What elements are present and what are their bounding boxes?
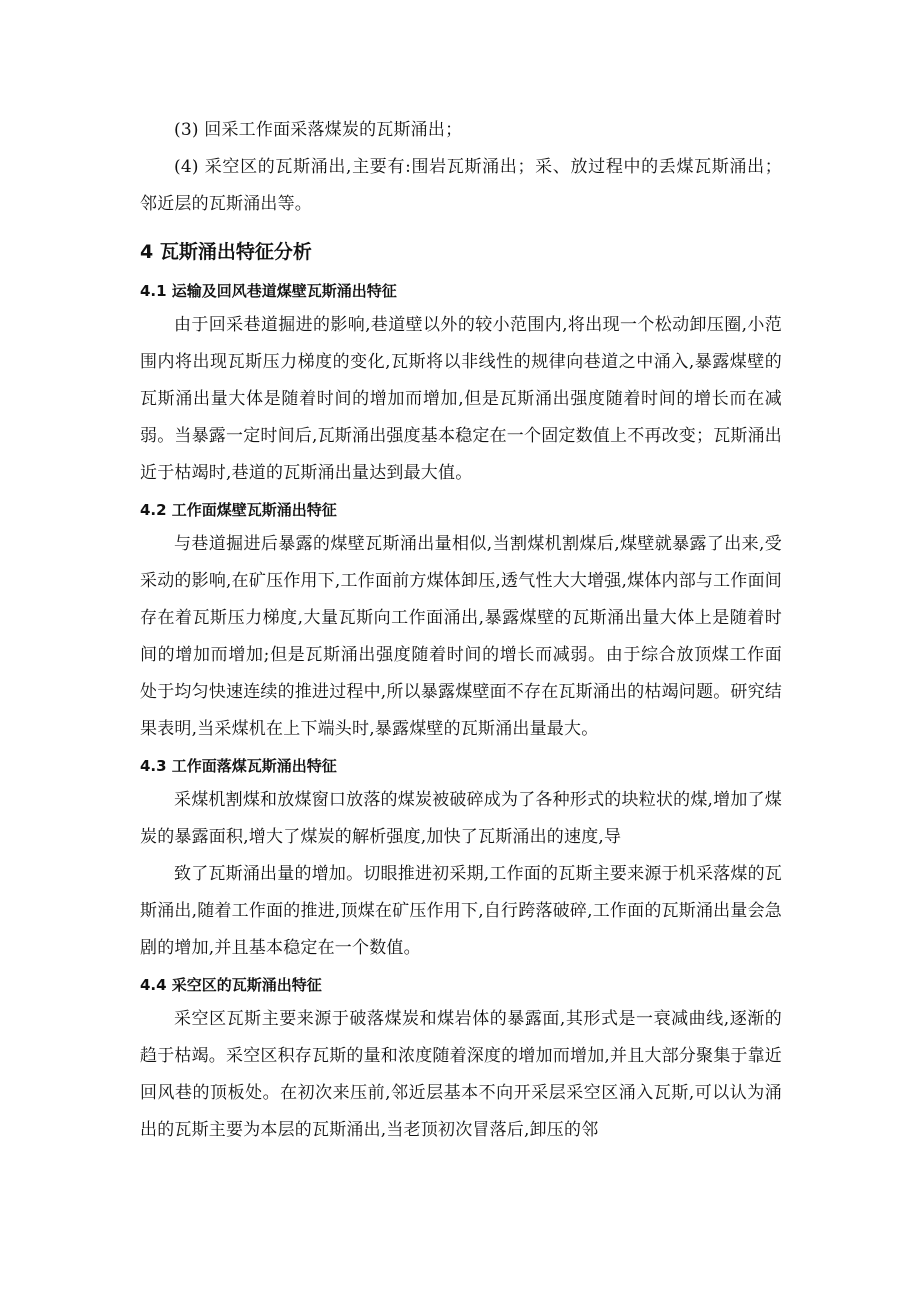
paragraph: 致了瓦斯涌出量的增加。切眼推进初采期,工作面的瓦斯主要来源于机采落煤的瓦斯涌出,随着工作面的推进,顶煤在矿压作用下,自行跨落破碎,工作面的瓦斯涌出量会急剧的增加,并且基本稳定在一个数值。 — [140, 864, 782, 958]
subsection-title-4-4: 4.4 采空区的瓦斯涌出特征 — [140, 976, 322, 994]
list-item-3: (3) 回采工作面采落煤炭的瓦斯涌出； — [174, 120, 463, 140]
section-heading: 4 瓦斯涌出特征分析 — [140, 241, 312, 263]
list-item-4: (4) 采空区的瓦斯涌出,主要有:围岩瓦斯涌出；采、放过程中的丢煤瓦斯涌出； 邻近层的瓦斯涌出等。 — [140, 157, 782, 214]
subsection-title-4-2: 4.2 工作面煤壁瓦斯涌出特征 — [140, 501, 337, 519]
document-page — [140, 112, 782, 1149]
subsection-title-4-1: 4.1 运输及回风巷道煤壁瓦斯涌出特征 — [140, 282, 397, 300]
paragraph: 采空区瓦斯主要来源于破落煤炭和煤岩体的暴露面,其形式是一衰减曲线,逐渐的趋于枯竭。采空区积存瓦斯的量和浓度随着深度的增加而增加,并且大部分聚集于靠近回风巷的顶板处。在初次来压前,邻近层基本不向开采层采空区涌入瓦斯,可以认为涌出的瓦斯主要为本层的瓦斯涌出,当老顶初次冒落后,卸压的邻 — [140, 1009, 783, 1140]
paragraph: 采煤机割煤和放煤窗口放落的煤炭被破碎成为了各种形式的块粒状的煤,增加了煤炭的暴露面积,增大了煤炭的解析强度,加快了瓦斯涌出的速度,导 — [140, 790, 782, 847]
paragraph: 与巷道掘进后暴露的煤壁瓦斯涌出量相似,当割煤机割煤后,煤壁就暴露了出来,受采动的影响,在矿压作用下,工作面前方煤体卸压,透气性大大增强,煤体内部与工作面间存在着瓦斯压力梯度,大量瓦斯向工作面涌出,暴露煤壁的瓦斯涌出量大体上是随着时间的增加而增加;但是瓦斯涌出强度随着时间的增长而减弱。由于综合放顶煤工作面处于均匀快速连续的推进过程中,所以暴露煤壁面不存在瓦斯涌出的枯竭问题。研究结果表明,当采煤机在上下端头时,暴露煤壁的瓦斯涌出量最大。 — [140, 534, 783, 739]
paragraph: 由于回采巷道掘进的影响,巷道壁以外的较小范围内,将出现一个松动卸压圈,小范围内将出现瓦斯压力梯度的变化,瓦斯将以非线性的规律向巷道之中涌入,暴露煤壁的瓦斯涌出量大体是随着时间的增加而增加,但是瓦斯涌出强度随着时间的增长而在减弱。当暴露一定时间后,瓦斯涌出强度基本稳定在一个固定数值上不再改变；瓦斯涌出近于枯竭时,巷道的瓦斯涌出量达到最大值。 — [140, 315, 783, 483]
subsection-title-4-3: 4.3 工作面落煤瓦斯涌出特征 — [140, 757, 337, 775]
